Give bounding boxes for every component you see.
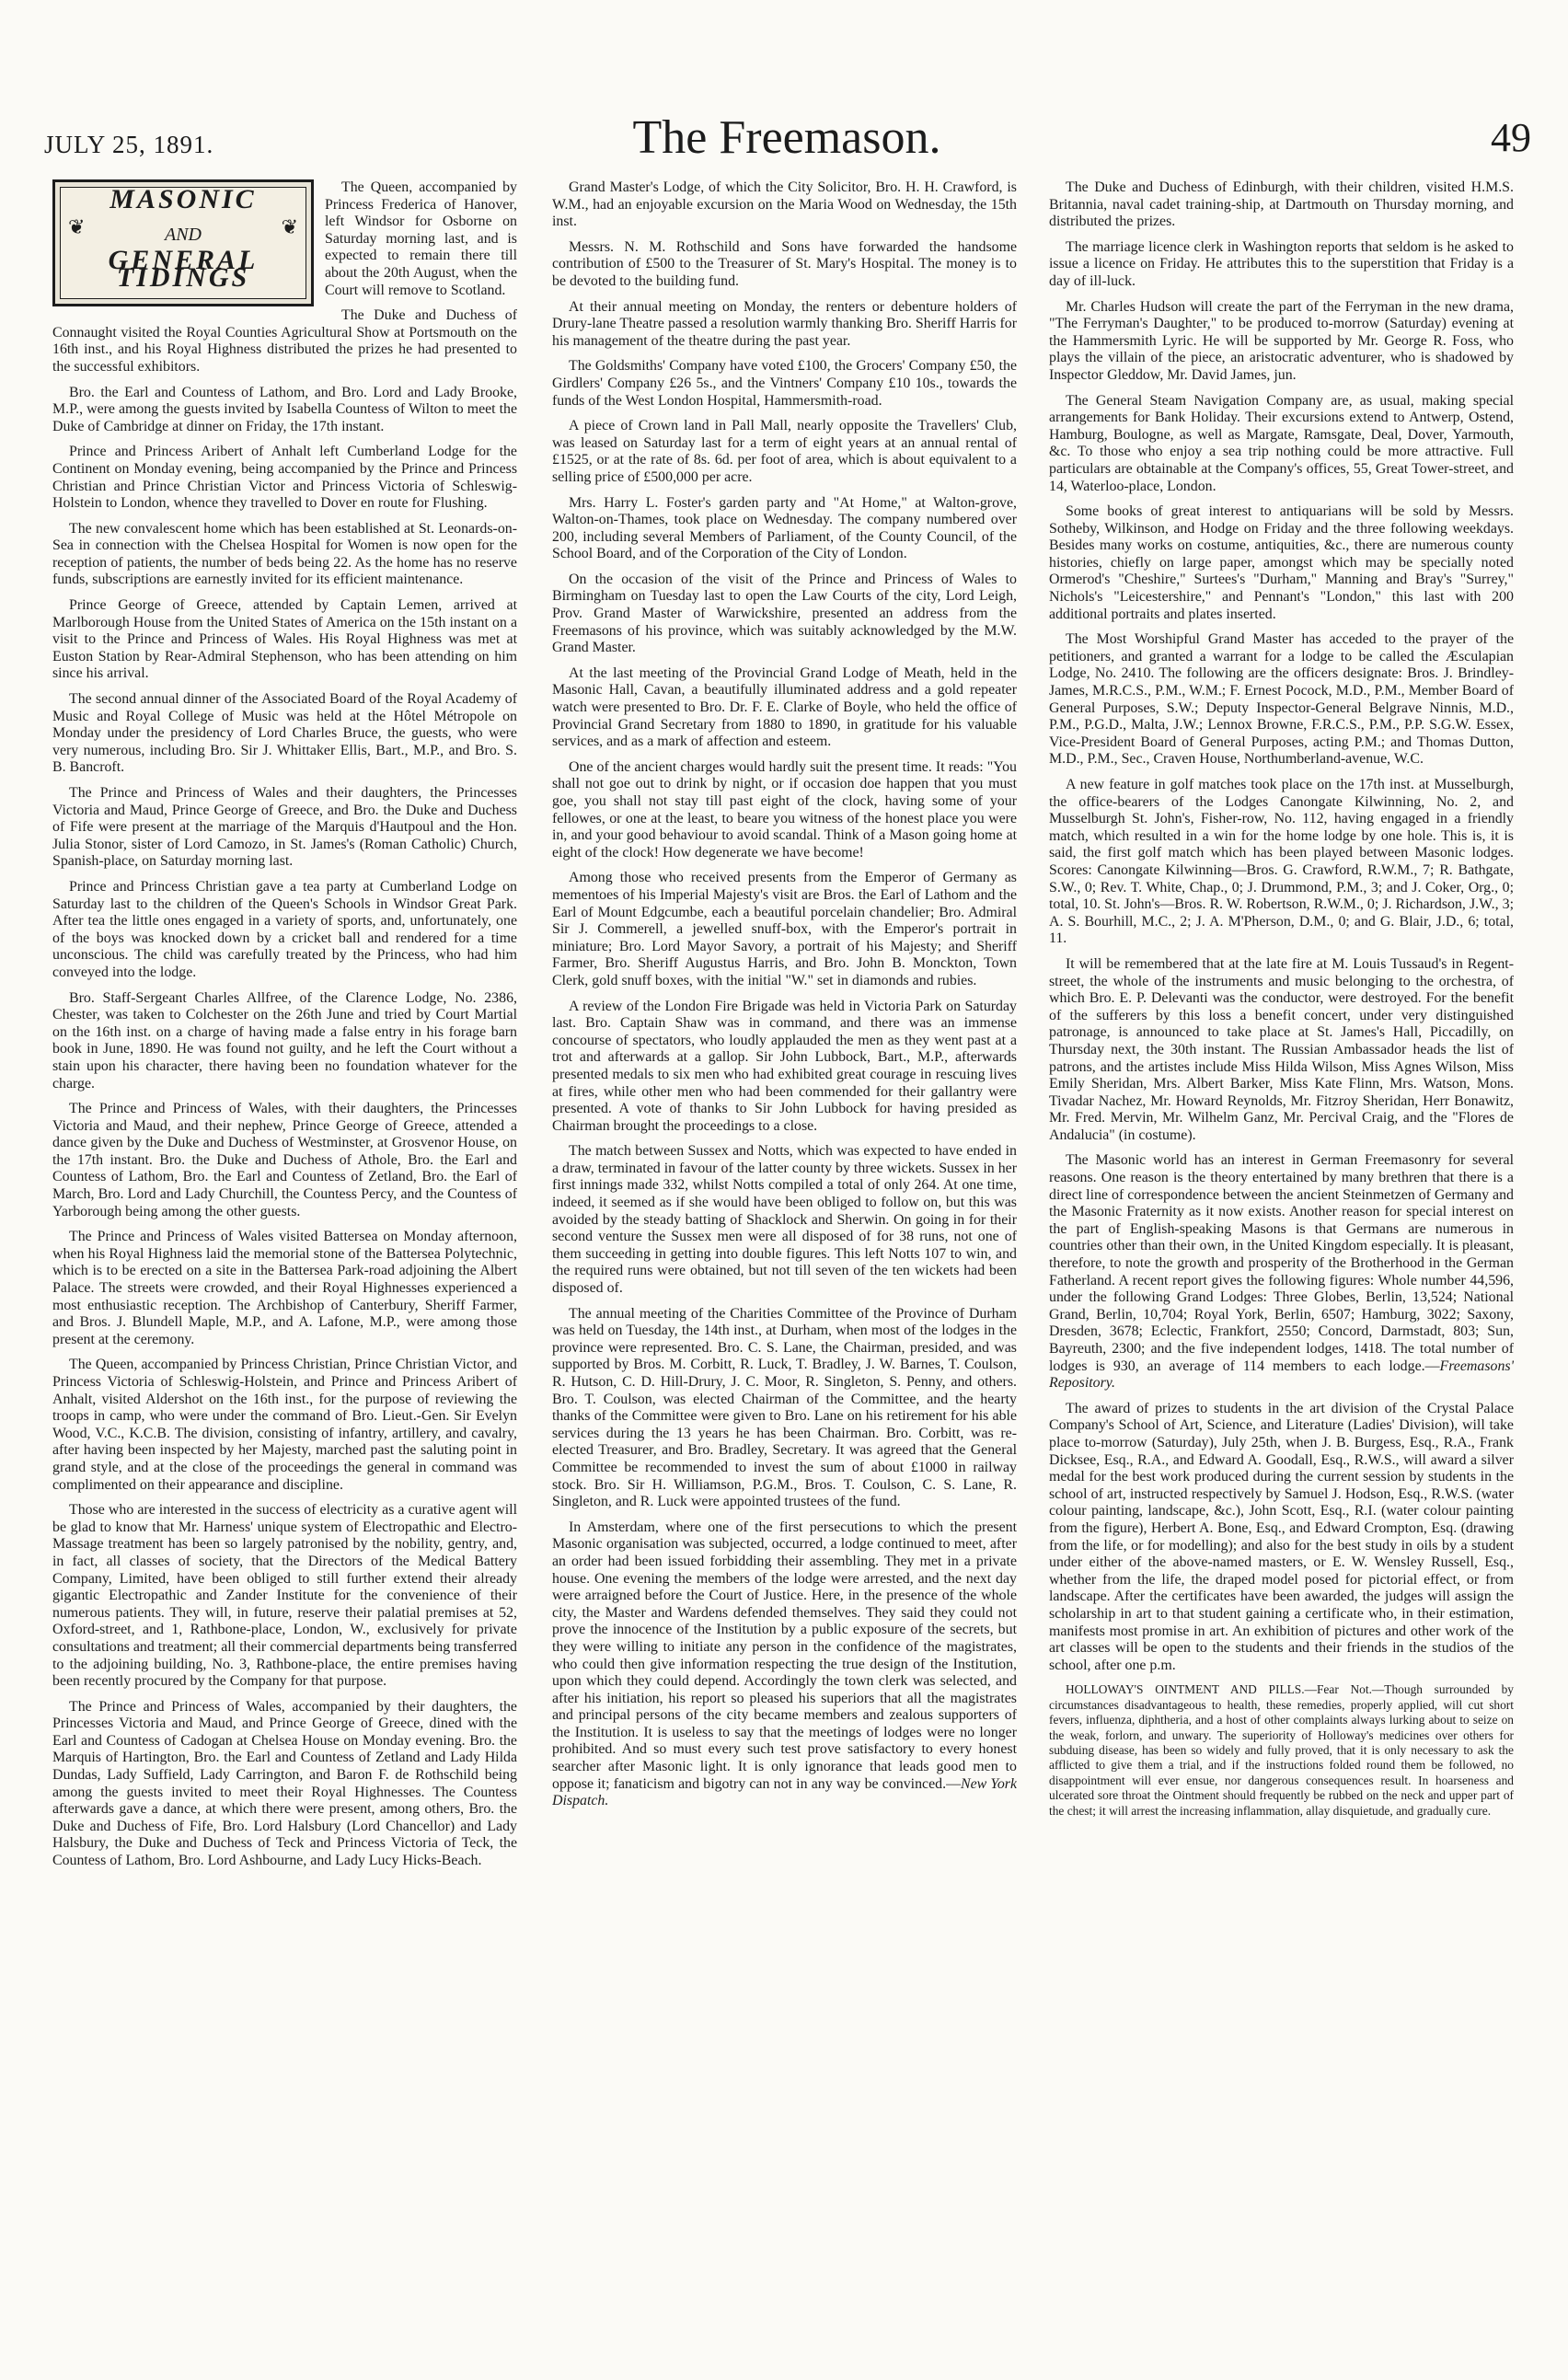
article-paragraph: Those who are interested in the success of electricity as a curative agent will be glad to know that Mr. Harness' unique system of Electropathic and Electro-Massage treatment has been so largely patronised by the nobility, gentry, and, in fact, all classes of society, that the Directors of the Medical Battery Company, Limited, have been obliged to still further extend their already gigantic Electropathic and Zander Institute for the convenience of their numerous patients. They will, in future, reserve their palatial premises at 52, Oxford-street, and 1, Rathbone-place, London, W., exclusively for private consultations and treatment; all their commercial departments being transferred to the adjoining building, No. 3, Rathbone-place, the entire premises having been recently procured by the Company for that purpose.: [52, 1502, 517, 1690]
ornament-icon: ❦: [68, 215, 86, 238]
article-paragraph: The Prince and Princess of Wales, with their daughters, the Princesses Victoria and Maud, and their nephew, Prince George of Greece, attended a dance given by the Duke and Duchess of Westminster, at Grosvenor House, on the 17th instant. Bro. the Duke and Duchess of Athole, Bro. the Earl and Countess of Lathom, Bro. the Earl and Countess of Zetland, Bro. the Earl of March, Bro. Lord and Lady Churchill, the Countess Percy, and the Countess of Yarborough being among the other guests.: [52, 1101, 517, 1219]
article-paragraph: The Prince and Princess of Wales visited Battersea on Monday afternoon, when his Royal Highness laid the memorial stone of the Battersea Polytechnic, which is to be erected on a site in the Battersea Park-road adjoining the Albert Palace. The streets were crowded, and their Royal Highnesses experienced a most enthusiastic reception. The Archbishop of Canterbury, Sheriff Farmer, and Bros. J. Blundell Maple, M.P., and A. Lafone, M.P., were among those present at the ceremony.: [52, 1229, 517, 1347]
article-paragraph: The Most Worshipful Grand Master has acceded to the prayer of the petitioners, and granted a warrant for a lodge to be called the Æsculapian Lodge, No. 2410. The following are the officers designate: Bros. J. Brindley-James, M.R.C.S., P.M., W.M.; F. Ernest Pocock, M.D., P.M., Member Board of General Purposes, S.W.; Deputy Inspector-General Belgrave Ninnis, M.D., P.M., P.G.D., Malta, J.W.; Lennox Browne, F.R.C.S., P.M., P.P. S.G.W. Essex, Vice-President Board of General Purposes, acting P.M.; and Thomas Dutton, M.D., P.M., Sec., Craven House, Northumberland-avenue, W.C.: [1049, 631, 1514, 768]
issue-date: JULY 25, 1891.: [44, 131, 214, 158]
article-paragraph: The Duke and Duchess of Edinburgh, with their children, visited H.M.S. Britannia, naval cadet training-ship, at Dartmouth on Thursday morning, and distributed the prizes.: [1049, 179, 1514, 230]
ornament-icon: ❦: [281, 215, 298, 238]
article-paragraph: The match between Sussex and Notts, which was expected to have ended in a draw, terminated in favour of the latter county by three wickets. Sussex in her first innings made 332, whilst Notts compiled a total of only 264. At one time, indeed, it seemed as if she would have been obliged to follow on, but this was avoided by the steady batting of Shacklock and Sherwin. On going in for their second venture the Sussex men were all disposed of for 38 runs, not one of them succeeding in getting into double figures. This left Notts 107 to win, and the required runs were obtained, but not till seven of the ten wickets had been disposed of.: [552, 1143, 1017, 1297]
article-paragraph: The General Steam Navigation Company are, as usual, making special arrangements for Bank Holiday. Their excursions extend to Antwerp, Ostend, Hamburg, Boulogne, as well as Margate, Ramsgate, Deal, Dover, Yarmouth, &c. To those who enjoy a sea trip nothing could be more attractive. Full particulars are obtainable at the Company's offices, 55, Great Tower-street, and 14, Waterloo-place, London.: [1049, 392, 1514, 494]
article-source: Freemasons' Repository.: [1049, 1358, 1514, 1392]
article-paragraph: Messrs. N. M. Rothschild and Sons have forwarded the handsome contribution of £500 to the Treasurer of St. Mary's Hospital. The money is to be devoted to the building fund.: [552, 238, 1017, 289]
article-paragraph: A new feature in golf matches took place on the 17th inst. at Musselburgh, the office-bearers of the Lodges Canongate Kilwinning, No. 2, and Musselburgh St. John's, Fisher-row, No. 112, having engaged in a friendly match, which resulted in a win for the home lodge by one hole. This is, it is said, the first golf match which has been played between Masonic lodges. Scores: Canongate Kilwinning—Bros. G. Crawford, R.W.M., 7; R. Bathgate, S.W., 0; Rev. T. White, Chap., 0; J. Drummond, P.M., 3; and J. Coker, Org., 0; total, 10. St. John's—Bros. R. W. Robertson, R.W.M., 0; J. Richardson, J.W., 3; A. S. Bourhill, M.C., 2; J. A. M'Pherson, D.M., 0; and G. Blair, J.D., 6; total, 11.: [1049, 777, 1514, 947]
article-paragraph: At the last meeting of the Provincial Grand Lodge of Meath, held in the Masonic Hall, Cavan, a beautifully illuminated address and a gold repeater watch were presented to Bro. Dr. F. E. Clarke of Boyle, who held the office of Provincial Grand Secretary from 1880 to 1890, in gratitude for his valuable services, and as a mark of affection and esteem.: [552, 664, 1017, 750]
article-paragraph: The Prince and Princess of Wales and their daughters, the Princesses Victoria and Maud, Prince George of Greece, and Bro. the Duke and Duchess of Fife were present at the marriage of the Marquis d'Hautpoul and the Hon. Julia Stonor, sister of Lord Camozo, in St. James's (Roman Catholic) Church, Spanish-place, on Saturday morning last.: [52, 785, 517, 870]
advertisement: HOLLOWAY'S OINTMENT AND PILLS.—Fear Not.—Though surrounded by circumstances disadvantageous to health, these remedies, properly applied, will cut short fevers, influenza, diphtheria, and a host of other complaints always lurking about to seize on the weak, forlorn, and unwary. The superiority of Holloway's medicines over others for subduing disease, has been so widely and fully proved, that it is only necessary to ask the afflicted to give them a trial, and if the instructions folded round them be followed, no disappointment will ever ensue, nor dangerous consequences result. In hoarseness and ulcerated sore throat the Ointment should frequently be rubbed on the neck and upper part of the chest; it will arrest the increasing inflammation, allay disquietude, and gradually cure.: [1049, 1682, 1514, 1818]
article-paragraph: On the occasion of the visit of the Prince and Princess of Wales to Birmingham on Tuesday last to open the Law Courts of the city, Lord Leigh, Prov. Grand Master of Warwickshire, presented an address from the Freemasons of his province, which was suitably acknowledged by the M.W. Grand Master.: [552, 571, 1017, 656]
article-paragraph: [1049, 1152, 1514, 1392]
article-paragraph: At their annual meeting on Monday, the renters or debenture holders of Drury-lane Theatre passed a resolution warmly thanking Bro. Sheriff Harris for his management of the theatre during the past year.: [552, 298, 1017, 349]
article-text: In Amsterdam, where one of the first persecutions to which the present Masonic organisation was subjected, occurred, a lodge continued to meet, after an order had been issued forbidding their assembling. They met in a private house. One evening the members of the lodge were arrested, and the next day were arraigned before the Court of Justice. Here, in the presence of the whole city, the Master and Wardens defended themselves. They said they could not prove the innocence of the Institution by a public exposure of the secrets, but they were willing to initiate any person in the confidence of the magistrates, who could then give information respecting the true design of the Institution, upon which they could depend. Accordingly the town clerk was selected, and after his initiation, his report so pleased his superiors that all the magistrates and principal persons of the city became members and zealous supporters of the Institution. It is useless to say that the meetings of lodges were no longer prohibited. And so must every such test prove satisfactory to every honest searcher after Masonic light. It is only ignorance that leads good men to oppose it; fanaticism and bigotry can not in any way be convinced.—: [552, 1519, 1017, 1792]
article-source: New York Dispatch.: [552, 1775, 1017, 1809]
banner-line-1: MASONIC: [110, 184, 257, 214]
column-1: [52, 179, 517, 2361]
article-paragraph: The Queen, accompanied by Princess Frederica of Hanover, left Windsor for Osborne on Saturday morning last, and is expected to remain there till about the 20th August, when the Court will remove to Scotland.: [325, 179, 517, 298]
section-banner: [52, 179, 314, 306]
article-paragraph: The second annual dinner of the Associated Board of the Royal Academy of Music and Royal College of Music was held at the Hôtel Métropole on Monday under the presidency of Lord Charles Bruce, the guests, who were very numerous, including Bro. Sir J. Whittaker Ellis, Bart., M.P., and Bro. S. B. Bancroft.: [52, 691, 517, 776]
article-paragraph: The new convalescent home which has been established at St. Leonards-on-Sea in connection with the Chelsea Hospital for Women is now open for the reception of patients, the number of beds being 22. As the home has no reserve funds, subscriptions are earnestly invited for its efficient maintenance.: [52, 520, 517, 588]
article-paragraph: Some books of great interest to antiquarians will be sold by Messrs. Sotheby, Wilkinson, and Hodge on Friday and the three following weekdays. Besides many works on costume, antiquities, &c., there are numerous county histories, chiefly on large paper, amongst which may be specially noted Ormerod's "Cheshire," Surtees's "Durham," Manning and Bray's "Surrey," Nichols's "Leicestershire," and Pennant's "London," this last with 200 additional portraits and plates inserted.: [1049, 503, 1514, 622]
article-paragraph: A review of the London Fire Brigade was held in Victoria Park on Saturday last. Bro. Captain Shaw was in command, and there was an immense concourse of spectators, who loudly applauded the men as they went past at a trot and afterwards at a gallop. Sir John Lubbock, Bart., M.P., afterwards presented medals to six men who had exhibited great courage in rescuing lives at fires, while other men who had been commended for their gallantry were presented. A vote of thanks to Sir John Lubbock for having presided as Chairman brought the proceedings to a close.: [552, 998, 1017, 1134]
column-2: [552, 179, 1017, 2361]
banner-line-2: AND: [165, 225, 202, 245]
page-number: 49: [1491, 115, 1531, 160]
article-paragraph: The annual meeting of the Charities Committee of the Province of Durham was held on Tuesday, the 14th inst., at Durham, when most of the lodges in the province were represented. Bro. C. S. Lane, the Chairman, presided, and was supported by Bros. M. Corbitt, R. Luck, T. Bradley, J. W. Barnes, T. Coulson, R. Hutson, C. D. Hill-Drury, J. C. Moor, R. Singleton, S. Penny, and others. Bro. T. Coulson, was elected Chairman of the Committee, and the hearty thanks of the Committee were given to Bro. Lane on his retirement for his able services during the 13 years he has been Chairman. Bro. Corbitt, was re-elected Treasurer, and Bro. Bradley, Secretary. It was agreed that the General Committee be recommended to invest the sum of about £1000 in railway stock. Bro. Sir H. Williamson, P.G.M., Bros. T. Coulson, C. S. Lane, R. Singleton, and R. Luck were appointed trustees of the fund.: [552, 1305, 1017, 1510]
article-paragraph: The Prince and Princess of Wales, accompanied by their daughters, the Princesses Victoria and Maud, and Prince George of Greece, dined with the Earl and Countess of Cadogan at Chelsea House on Monday evening. Bro. the Marquis of Hartington, Bro. the Earl and Countess of Zetland and Lady Hilda Dundas, Lady Suffield, Lady Carrington, and Baron F. de Rothschild being among the guests invited to meet their Royal Highnesses. The Countess afterwards gave a dance, at which there were present, among others, Bro. the Duke and Duchess of Fife, Bro. Lord Halsbury (Lord Chancellor) and Lady Halsbury, the Duke and Duchess of Teck and Princess Victoria of Teck, the Countess of Lathom, Bro. Lord Ashbourne, and Lady Lucy Hicks-Beach.: [52, 1698, 517, 1869]
article-paragraph: Among those who received presents from the Emperor of Germany as mementoes of his Imperial Majesty's visit are Bros. the Earl of Lathom and the Earl of Mount Edgcumbe, each a beautiful porcelain chandelier; Bro. Admiral Sir J. Commerell, a jewelled snuff-box, with the Emperor's portrait in miniature; Bro. Lord Mayor Savory, a portrait of his Majesty; and Sheriff Farmer, Bro. Sheriff Augustus Harris, and Bro. John B. Monckton, Town Clerk, gold snuff boxes, with the initial "W." set in diamonds and rubies.: [552, 870, 1017, 988]
article-paragraph: Bro. the Earl and Countess of Lathom, and Bro. Lord and Lady Brooke, M.P., were among the guests invited by Isabella Countess of Wilton to meet the Duke of Cambridge at dinner on Friday, the 17th instant.: [52, 384, 517, 434]
masthead: [37, 110, 1537, 166]
article-paragraph: Prince and Princess Aribert of Anhalt left Cumberland Lodge for the Continent on Monday evening, being accompanied by the Prince and Princess Christian and Prince Christian Victor and Princess Victoria of Schleswig-Holstein to London, whence they travelled to Dover en route for Flushing.: [52, 444, 517, 512]
article-paragraph: Mrs. Harry L. Foster's garden party and "At Home," at Walton-grove, Walton-on-Thames, took place on Wednesday. The company numbered over 200, including several Members of Parliament, of the County Council, of the School Board, and of the Corporation of the City of London.: [552, 494, 1017, 562]
article-paragraph: The Goldsmiths' Company have voted £100, the Grocers' Company £50, the Girdlers' Company £26 5s., and the Vintners' Company £10 10s., towards the funds of the West London Hospital, Hammersmith-road.: [552, 358, 1017, 409]
article-paragraph: It will be remembered that at the late fire at M. Louis Tussaud's in Regent-street, the whole of the instruments and music belonging to the orchestra, of which Bro. E. P. Delevanti was the conductor, were destroyed. For the benefit of the sufferers by this loss a benefit concert, under very distinguished patronage, is announced to take place at St. James's Hall, Piccadilly, on Thursday next, the 30th instant. The Russian Ambassador heads the list of patrons, and the artistes include Miss Hilda Wilson, Miss Agnes Wilson, Miss Emily Sheridan, Mrs. Albert Barker, Miss Kate Flinn, Mrs. Watson, Mons. Tivadar Nachez, Mr. Howard Reynolds, Mr. Fitzroy Sheridan, Herr Bonawitz, Mr. Fred. Mervin, Mr. Wilhelm Ganz, Mr. Percival Craig, and the "Flores de Andalucia" (in costume).: [1049, 955, 1514, 1143]
article-paragraph: Prince George of Greece, attended by Captain Lemen, arrived at Marlborough House from the United States of America on the 15th instant on a visit to the Prince and Princess of Wales. His Royal Highness was met at Euston Station by Rear-Admiral Stephenson, who has been attending on him since his arrival.: [52, 597, 517, 682]
article-paragraph: A piece of Crown land in Pall Mall, nearly opposite the Travellers' Club, was leased on Saturday last for a term of eight years at an annual rental of £1525, or at the rate of 8s. 6d. per foot of area, which is about equivalent to a selling price of £500,000 per acre.: [552, 418, 1017, 485]
article-paragraph: One of the ancient charges would hardly suit the present time. It reads: "You shall not goe out to drink by night, or if occasion doe happen that you must goe, you shall not stay till past eight of the clock, having some of your fellowes, or one at the least, to beare you witness of the honest place you were in, and your good behaviour to avoid scandal. Think of a Mason going home at eight of the clock! How degenerate we have become!: [552, 758, 1017, 861]
article-paragraph: The Duke and Duchess of Connaught visited the Royal Counties Agricultural Show at Portsmouth on the 16th inst., and his Royal Highness distributed the prizes he had presented to the successful exhibitors.: [52, 307, 517, 375]
banner-line-3: GENERAL TIDINGS: [108, 245, 259, 293]
newspaper-title: The Freemason.: [632, 111, 941, 164]
article-paragraph: The Queen, accompanied by Princess Christian, Prince Christian Victor, and Princess Victoria of Schleswig-Holstein, and Prince and Princess Aribert of Anhalt, visited Aldershot on the 16th inst., for the purpose of reviewing the troops in camp, who were under the command of Bro. Lieut.-Gen. Sir Evelyn Wood, V.C., K.C.B. The division, consisting of infantry, artillery, and cavalry, after having been inspected by her Majesty, marched past the saluting point in grand style, and at the close of the proceedings the general in command was complimented on their appearance and discipline.: [52, 1357, 517, 1493]
article-paragraph: Bro. Staff-Sergeant Charles Allfree, of the Clarence Lodge, No. 2386, Chester, was taken to Colchester on the 26th June and tried by Court Martial on the 16th inst. on a charge of having made a false entry in his forage barn book in June, 1890. He was found not guilty, and he left the Court without a stain upon his character, there having been no foundation whatever for the charge.: [52, 989, 517, 1092]
article-text: The Masonic world has an interest in German Freemasonry for several reasons. One reason is the theory entertained by many brethren that there is a direct line of correspondence between the ancient Steinmetzen of Germany and the Masonic Fraternity as it now exists. Another reason for special interest on the part of English-speaking Masons is that Germans are numerous in countries other than their own, in the United Kingdom especially. It is pleasant, therefore, to note the growth and prosperity of the Brotherhood in the German Fatherland. A recent report gives the following figures: Whole number 44,596, under the following Grand Lodges: Three Globes, Berlin, 13,524; National Grand, Berlin, 10,704; Royal York, Berlin, 6507; Hamburg, 3022; Saxony, Dresden, 3678; Eclectic, Frankfort, 2550; Concord, Darmstadt, 803; Sun, Bayreuth, 2300; and the five independent lodges, 1418. The total number of lodges is 930, an average of 114 members to each lodge.—: [1049, 1152, 1514, 1374]
article-paragraph: Mr. Charles Hudson will create the part of the Ferryman in the new drama, "The Ferryman's Daughter," to be produced to-morrow (Saturday) evening at the Hammersmith Lyric. He will be supported by Mr. George R. Foss, who plays the villain of the piece, an aristocratic adventurer, who is shadowed by Inspector Gleddow, Mr. David James, jun.: [1049, 298, 1514, 383]
article-paragraph: The award of prizes to students in the art division of the Crystal Palace Company's School of Art, Science, and Literature (Ladies' Division), will take place to-morrow (Saturday), July 25th, when J. B. Burgess, Esq., R.A., Frank Dicksee, Esq., R.A., and Edward A. Goodall, Esq., R.W.S., will award a silver medal for the best work produced during the current session by students in the school of art, instructed respectively by Samuel J. Hodson, Esq., R.W.S. (water colour painting, landscape, &c.), John Scott, Esq., R.I. (water colour painting from the figure), Herbert A. Bone, Esq., and Edward Crompton, Esq. (drawing from the life, or for modelling); and also for the best study in oils by a student under either of the above-named masters, or E. W. Wensley Russell, Esq., whether from the life, the draped model posed for pictorial effect, or from landscape. After the certificates have been awarded, the judges will assign the scholarship in art to that student gaining a certificate who, in their estimation, manifests most promise in art. An exhibition of pictures and other work of the art classes will be open to the students and their friends in the studios of the school, after one p.m.: [1049, 1400, 1514, 1673]
article-paragraph: Grand Master's Lodge, of which the City Solicitor, Bro. H. H. Crawford, is W.M., had an enjoyable excursion on the Maria Wood on Wednesday, the 15th inst.: [552, 179, 1017, 230]
article-paragraph: Prince and Princess Christian gave a tea party at Cumberland Lodge on Saturday last to the children of the Queen's Schools in Windsor Great Park. After tea the little ones engaged in a variety of sports, and, unfortunately, one of the boys was knocked down by a cricket ball and rendered for a time unconscious. The child was carefully treated by the Princess, who had him conveyed into the lodge.: [52, 878, 517, 980]
article-paragraph: [552, 1519, 1017, 1810]
column-3: [1049, 179, 1514, 2361]
article-paragraph: The marriage licence clerk in Washington reports that seldom is he asked to issue a licence on Friday. He attributes this to the superstition that Friday is a day of ill-luck.: [1049, 238, 1514, 289]
